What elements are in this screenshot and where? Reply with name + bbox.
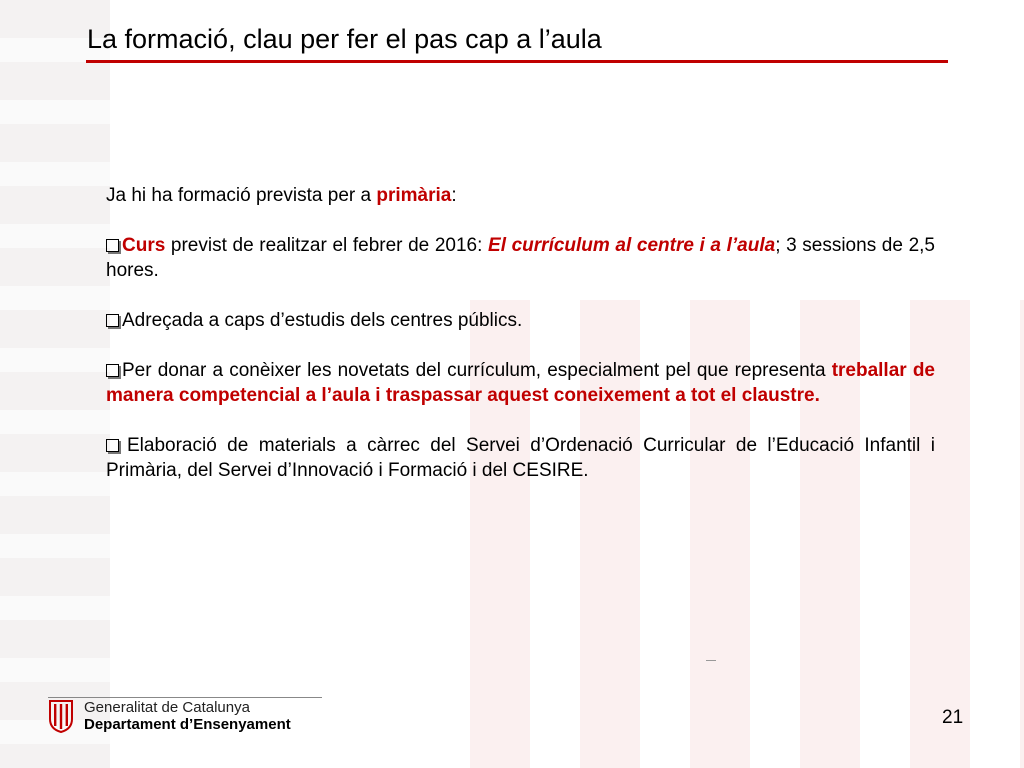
intro-paragraph	[106, 183, 935, 208]
bullet1-suffix: ; 3 sessions de 2,5 hores.	[106, 235, 935, 281]
org-name-line1: Generalitat de Catalunya	[84, 699, 250, 716]
generalitat-logo-icon	[48, 699, 74, 733]
bullet1-highlight: El currículum al centre i a l’aula	[488, 235, 776, 256]
page-number: 21	[942, 707, 964, 728]
intro-suffix: :	[451, 185, 457, 206]
bullet-item-4	[106, 433, 935, 483]
bullet3-text: Per donar a conèixer les novetats del currículum, especialment pel que representa	[122, 360, 832, 381]
checkbox-square-bullet-icon	[106, 314, 119, 327]
bullet4-text: Elaboració de materials a càrrec del Servei d’Ordenació Curricular de l’Educació Infantil i Primària, del Servei d’Innovació i Formació i del CESIRE.	[106, 435, 935, 481]
bullet1-text: previst de realitzar el febrer de 2016:	[165, 235, 489, 256]
slide-title: La formació, clau per fer el pas cap a l’aula	[87, 24, 602, 54]
footer-rule	[48, 697, 322, 698]
bullet-item-2	[106, 308, 935, 333]
org-name-line2: Departament d’Ensenyament	[84, 716, 291, 733]
bullet2-text: Adreçada a caps d’estudis dels centres públics.	[122, 310, 523, 331]
intro-highlight: primària	[376, 185, 452, 206]
title-underline	[86, 60, 948, 63]
watermark-left-strip	[0, 0, 110, 768]
bullet3-highlight: treballar de manera competencial a l’aula i traspassar aquest coneixement a tot el claustre.	[106, 360, 935, 406]
checkbox-square-bullet-icon	[106, 364, 119, 377]
checkbox-square-bullet-icon	[106, 439, 119, 452]
slide-content	[106, 183, 935, 508]
bullet-item-1	[106, 233, 935, 283]
stray-dash-mark	[706, 660, 716, 661]
checkbox-square-bullet-icon	[106, 239, 119, 252]
intro-text: Ja hi ha formació prevista per a	[106, 185, 377, 206]
bullet1-lead: Curs	[122, 235, 166, 256]
bullet-item-3	[106, 358, 935, 408]
